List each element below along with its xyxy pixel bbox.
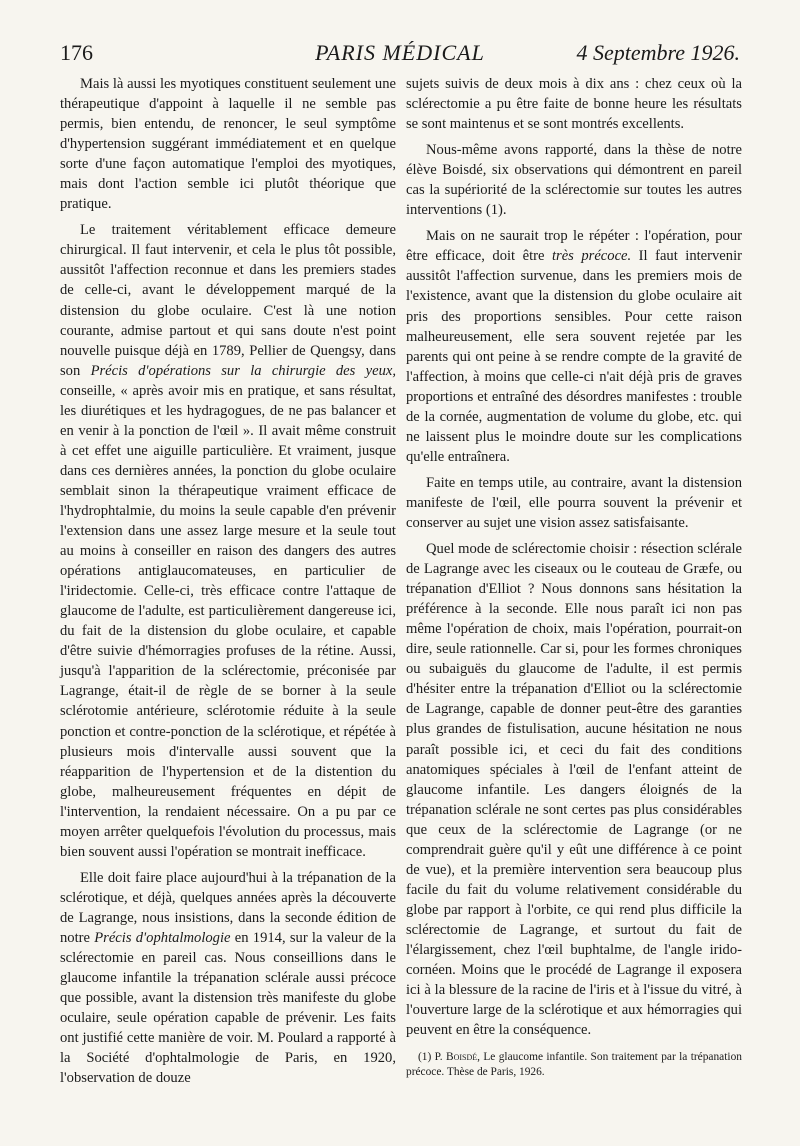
- text-run: conseille, « après avoir mis en pratique, et sans résultat, les diurétiques et les hydragogues, de ne pas balancer et en venir à la ponction de l'œil ». Il avait même construit à cet effet une aiguille particulière. Et vraiment, jusque dans ces dernières années, la ponction du globe oculaire semblait sinon la thérapeutique vraiment efficace de l'hydrophtalmie, du moins la seule capable d'en prévenir l'extension dans une assez large mesure et la seule tout au moins à conseiller en raison des dangers des autres opérations antiglaucomateuses, en particulier de l'iridectomie. Celle-ci, très efficace contre l'attaque de glaucome de l'adulte, est particulièrement dangereuse ici, du fait de la distension du globe oculaire, et capable d'être suivie d'hémorragies profuses de la rétine. Aussi, jusqu'à l'apparition de la sclérectomie, préconisée par Lagrange, était-il de règle de se borner à la seule sclérotomie antérieure, sclérotomie réduite à la seule ponction et contre-ponction de la sclérotique, et répétée à plusieurs mois d'intervalle aussi souvent que la réapparition de l'hypertension et de la distention du globe, malheureusement fréquentes en dépit de l'intervention, la rendaient nécessaire. On a pu par ce moyen arrêter quelquefois l'évolution du processus, mais bien souvent aussi l'opération se montrait inefficace.: [60, 382, 396, 860]
- footnote-author: P. Boisdé,: [434, 1051, 480, 1064]
- text-run: Le traitement véritablement efficace demeure chirurgical. Il faut intervenir, et cela le plus tôt possible, aussitôt l'affection reconnue et dans les premiers stades de celle-ci, avant le développement marqué de la distension du globe oculaire. C'est là une notion courante, admise partout et qui sans doute n'est point nouvelle puisque déjà en 1789, Pellier de Quengsy, dans son: [60, 222, 396, 379]
- text-run: Mais on ne saurait trop le répéter : l'opération, pour être efficace, doit être: [406, 228, 742, 265]
- footnote-marker: (1): [418, 1051, 432, 1064]
- right-paragraph-2: Nous-même avons rapporté, dans la thèse de notre élève Boisdé, six observations qui démontrent en pareil cas la supériorité de la sclérectomie sur toutes les autres interventions (1).: [406, 142, 742, 219]
- footnote-text: Le glaucome infantile. Son traitement par la trépanation précoce. Thèse de Paris, 1926.: [406, 1051, 742, 1079]
- left-column: [60, 74, 396, 1094]
- left-paragraph-3: [60, 868, 396, 1089]
- text-run: Elle doit faire place aujourd'hui à la trépanation de la sclérotique, et déjà, quelques années après la découverte de Lagrange, nous insistions, dans la seconde édition de notre: [60, 869, 396, 946]
- text-run: en 1914, sur la valeur de la sclérectomie en pareil cas. Nous conseillions dans le glaucome infantile la trépanation sclérale aussi précoce que possible, avant la distension très manifeste du globe oculaire, seule opération capable de prévenir. Les faits ont justifié cette manière de voir. M. Poulard a rapporté à la Société d'ophtalmologie de Paris, en 1920, l'observation de douze: [60, 929, 396, 1087]
- right-paragraph-4: Faite en temps utile, au contraire, avant la distension manifeste de l'œil, elle pourra souvent la prévenir et conserver au sujet une vision assez satisfaisante.: [406, 474, 742, 531]
- right-column: [406, 74, 742, 1080]
- emphasis: très précoce.: [551, 248, 632, 265]
- book-title: Précis d'ophtalmologie: [94, 929, 231, 946]
- page-number: 176: [60, 40, 93, 65]
- left-paragraph-1: Mais là aussi les myotiques constituent seulement une thérapeutique d'appoint à laquelle il ne semble pas permis, bien entendu, de renoncer, le seul symptôme d'hypertension suggérant immédiatement et en quelque sorte d'une façon automatique l'emploi des myotiques, mais dont l'action semble ici plutôt théorique que pratique.: [60, 76, 396, 213]
- book-title: Précis d'opérations sur la chirurgie des yeux,: [90, 362, 396, 379]
- right-paragraph-5: Quel mode de sclérectomie choisir : résection sclérale de Lagrange avec les ciseaux ou le couteau de Græfe, ou trépanation d'Elliot ? Nous donnons sans hésitation la préférence à la seconde. Elle nous paraît ici non pas même l'opération de choix, mais l'opération, pourrait-on dire, seule rationnelle. Car si, pour les formes chroniques ou subaiguës du glaucome de l'adulte, il est permis d'hésiter entre la trépanation d'Elliot ou la sclérectomie de Lagrange, capable de donner peut-être des garanties plus grandes de fistulisation, aucune hésitation ne nous paraît possible ici, et ceci du fait des conditions anatomiques spéciales à l'œil de l'enfant atteint de glaucome infantile. Les dangers éloignés de la trépanation sclérale ne sont certes pas plus considérables que ceux de la sclérectomie de Lagrange (or ne comprendrait guère qu'il y eût une différence à ce point de vue), et la première intervention sera beaucoup plus facile du fait du volume relativement considérable du globe par rapport à l'orbite, ce qui rend plus difficile la sclérectomie de Lagrange, et surtout du fait de l'élargissement, chez l'œil buphtalme, de l'angle irido-cornéen. Moins que le procédé de Lagrange il exposera ici à la blessure de la racine de l'iris et à l'issue du vitré, à l'ouverture large de la sclérotique et aux hémorragies qui peuvent en être la conséquence.: [406, 541, 742, 1039]
- issue-date: 4 Septembre 1926.: [576, 40, 740, 65]
- page-header: [60, 36, 740, 70]
- left-paragraph-2: [60, 220, 396, 862]
- footnote: [406, 1050, 742, 1080]
- text-run: Il faut intervenir aussitôt l'affection survenue, dans les premiers mois de l'existence, avant que la distension du globe oculaire ait pris des proportions sensibles. Pour cette raison malheureusement, elle sera souvent rejetée par les parents qui ont peine à se rendre compte de la gravité de l'affection, à moins que celle-ci n'ait déjà pris de graves proportions et entraîné des désordres manifestes : trouble de la cornée, augmentation de volume du globe, etc. qui ne laissent plus le moindre doute sur les complications qu'elle entraînera.: [406, 248, 742, 465]
- journal-title: PARIS MÉDICAL: [315, 40, 485, 65]
- right-paragraph-3: [406, 226, 742, 467]
- right-paragraph-1: sujets suivis de deux mois à dix ans : chez ceux où la sclérectomie a pu être faite de bonne heure les résultats se sont maintenus et se sont montrés excellents.: [406, 76, 742, 133]
